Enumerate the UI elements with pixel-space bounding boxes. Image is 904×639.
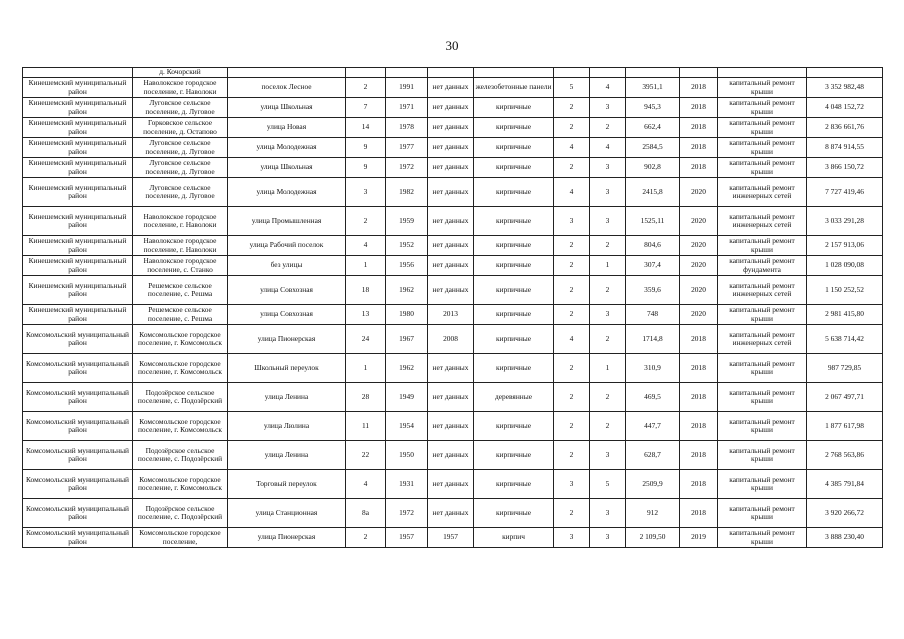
year-overhaul-cell: 2008 [428, 325, 474, 354]
entrances-cell: 3 [590, 528, 626, 548]
plan-year-cell: 2018 [680, 325, 718, 354]
plan-year-cell: 2020 [680, 256, 718, 276]
area-cell [626, 68, 680, 78]
cost-cell: 1 150 252,52 [807, 276, 883, 305]
wall-material-cell: кирпичные [474, 470, 554, 499]
year-overhaul-cell: нет данных [428, 499, 474, 528]
house-number-cell: 9 [346, 158, 386, 178]
table-row [23, 412, 883, 441]
entrances-cell: 2 [590, 412, 626, 441]
cost-cell: 4 048 152,72 [807, 98, 883, 118]
floors-cell: 2 [554, 276, 590, 305]
wall-material-cell: кирпич [474, 528, 554, 548]
cost-cell [807, 68, 883, 78]
work-type-cell: капитальный ремонт крыши [718, 499, 807, 528]
area-cell: 2415,8 [626, 178, 680, 207]
year-built-cell: 1980 [386, 305, 428, 325]
year-built-cell: 1957 [386, 528, 428, 548]
cost-cell: 3 866 150,72 [807, 158, 883, 178]
year-overhaul-cell [428, 68, 474, 78]
table-row [23, 354, 883, 383]
work-type-cell: капитальный ремонт крыши [718, 78, 807, 98]
area-cell: 447,7 [626, 412, 680, 441]
year-built-cell: 1931 [386, 470, 428, 499]
wall-material-cell: железобетонные панели [474, 78, 554, 98]
settlement-cell: Луговское сельское поселение, д. Луговое [133, 178, 228, 207]
street-cell: улица Ленина [228, 441, 346, 470]
year-overhaul-cell: нет данных [428, 256, 474, 276]
floors-cell: 2 [554, 499, 590, 528]
wall-material-cell: кирпичные [474, 138, 554, 158]
work-type-cell: капитальный ремонт крыши [718, 528, 807, 548]
work-type-cell: капитальный ремонт фундамента [718, 256, 807, 276]
floors-cell: 2 [554, 354, 590, 383]
table-row [23, 441, 883, 470]
wall-material-cell: кирпичные [474, 325, 554, 354]
house-number-cell: 2 [346, 78, 386, 98]
floors-cell [554, 68, 590, 78]
street-cell: улица Молодежная [228, 138, 346, 158]
entrances-cell: 2 [590, 118, 626, 138]
wall-material-cell: кирпичные [474, 354, 554, 383]
cost-cell: 3 920 266,72 [807, 499, 883, 528]
year-built-cell [386, 68, 428, 78]
area-cell: 2509,9 [626, 470, 680, 499]
district-cell: Комсомольский муниципальный район [23, 470, 133, 499]
house-number-cell: 14 [346, 118, 386, 138]
year-overhaul-cell: 1957 [428, 528, 474, 548]
plan-year-cell: 2018 [680, 158, 718, 178]
wall-material-cell: кирпичные [474, 236, 554, 256]
year-overhaul-cell: нет данных [428, 276, 474, 305]
area-cell: 945,3 [626, 98, 680, 118]
district-cell: Кинешемский муниципальный район [23, 305, 133, 325]
house-number-cell: 24 [346, 325, 386, 354]
plan-year-cell: 2020 [680, 236, 718, 256]
plan-year-cell: 2018 [680, 499, 718, 528]
house-number-cell: 9 [346, 138, 386, 158]
cost-cell: 2 067 497,71 [807, 383, 883, 412]
work-type-cell: капитальный ремонт крыши [718, 470, 807, 499]
year-overhaul-cell: нет данных [428, 178, 474, 207]
year-built-cell: 1972 [386, 499, 428, 528]
floors-cell: 2 [554, 236, 590, 256]
district-cell: Кинешемский муниципальный район [23, 158, 133, 178]
table-row [23, 138, 883, 158]
work-type-cell: капитальный ремонт инженерных сетей [718, 276, 807, 305]
settlement-cell: Луговское сельское поселение, д. Луговое [133, 138, 228, 158]
settlement-cell: Комсомольское городское поселение, г. Комсомольск [133, 412, 228, 441]
table-body [23, 68, 883, 548]
floors-cell: 4 [554, 138, 590, 158]
settlement-cell: д. Кочорский [133, 68, 228, 78]
work-type-cell: капитальный ремонт инженерных сетей [718, 207, 807, 236]
table-row [23, 325, 883, 354]
floors-cell: 4 [554, 178, 590, 207]
district-cell: Кинешемский муниципальный район [23, 118, 133, 138]
entrances-cell: 3 [590, 441, 626, 470]
settlement-cell: Подозёрское сельское поселение, с. Подозёрский [133, 499, 228, 528]
floors-cell: 4 [554, 325, 590, 354]
district-cell: Комсомольский муниципальный район [23, 441, 133, 470]
year-built-cell: 1962 [386, 354, 428, 383]
year-overhaul-cell: нет данных [428, 236, 474, 256]
floors-cell: 2 [554, 383, 590, 412]
work-type-cell: капитальный ремонт инженерных сетей [718, 178, 807, 207]
district-cell: Кинешемский муниципальный район [23, 78, 133, 98]
cost-cell: 7 727 419,46 [807, 178, 883, 207]
floors-cell: 2 [554, 412, 590, 441]
street-cell: улица Станционная [228, 499, 346, 528]
settlement-cell: Решемское сельское поселение, с. Решма [133, 305, 228, 325]
entrances-cell: 2 [590, 325, 626, 354]
entrances-cell: 1 [590, 354, 626, 383]
year-built-cell: 1978 [386, 118, 428, 138]
plan-year-cell: 2018 [680, 354, 718, 383]
settlement-cell: Подозёрское сельское поселение, с. Подозёрский [133, 441, 228, 470]
plan-year-cell: 2020 [680, 305, 718, 325]
district-cell: Кинешемский муниципальный район [23, 98, 133, 118]
street-cell: без улицы [228, 256, 346, 276]
street-cell: Торговый переулок [228, 470, 346, 499]
cost-cell: 4 385 791,84 [807, 470, 883, 499]
floors-cell: 2 [554, 305, 590, 325]
street-cell: улица Люлина [228, 412, 346, 441]
cost-cell: 5 638 714,42 [807, 325, 883, 354]
wall-material-cell: кирпичные [474, 441, 554, 470]
plan-year-cell: 2018 [680, 412, 718, 441]
floors-cell: 3 [554, 470, 590, 499]
cost-cell: 2 768 563,86 [807, 441, 883, 470]
house-number-cell: 28 [346, 383, 386, 412]
table-row [23, 78, 883, 98]
year-built-cell: 1982 [386, 178, 428, 207]
table-row [23, 256, 883, 276]
district-cell: Кинешемский муниципальный район [23, 138, 133, 158]
plan-year-cell: 2020 [680, 207, 718, 236]
work-type-cell: капитальный ремонт инженерных сетей [718, 325, 807, 354]
street-cell: улица Пионерская [228, 325, 346, 354]
year-built-cell: 1962 [386, 276, 428, 305]
table-row [23, 98, 883, 118]
plan-year-cell: 2020 [680, 178, 718, 207]
table-row [23, 383, 883, 412]
settlement-cell: Горковское сельское поселение, д. Остапово [133, 118, 228, 138]
entrances-cell: 4 [590, 78, 626, 98]
entrances-cell: 5 [590, 470, 626, 499]
settlement-cell: Луговское сельское поселение, д. Луговое [133, 158, 228, 178]
housing-registry-table [22, 67, 883, 548]
street-cell: улица Совхозная [228, 305, 346, 325]
year-overhaul-cell: нет данных [428, 383, 474, 412]
street-cell: Школьный переулок [228, 354, 346, 383]
year-overhaul-cell: нет данных [428, 412, 474, 441]
street-cell: улица Новая [228, 118, 346, 138]
settlement-cell: Комсомольское городское поселение, [133, 528, 228, 548]
house-number-cell: 22 [346, 441, 386, 470]
table-row [23, 68, 883, 78]
house-number-cell: 18 [346, 276, 386, 305]
entrances-cell: 2 [590, 383, 626, 412]
cost-cell: 2 157 913,06 [807, 236, 883, 256]
house-number-cell: 1 [346, 256, 386, 276]
wall-material-cell: кирпичные [474, 98, 554, 118]
cost-cell: 3 033 291,28 [807, 207, 883, 236]
entrances-cell: 3 [590, 305, 626, 325]
year-overhaul-cell: нет данных [428, 118, 474, 138]
house-number-cell: 2 [346, 528, 386, 548]
wall-material-cell: кирпичные [474, 412, 554, 441]
district-cell: Кинешемский муниципальный район [23, 256, 133, 276]
settlement-cell: Комсомольское городское поселение, г. Комсомольск [133, 325, 228, 354]
area-cell: 912 [626, 499, 680, 528]
area-cell: 307,4 [626, 256, 680, 276]
plan-year-cell: 2018 [680, 118, 718, 138]
wall-material-cell [474, 68, 554, 78]
work-type-cell: капитальный ремонт крыши [718, 98, 807, 118]
district-cell: Комсомольский муниципальный район [23, 383, 133, 412]
entrances-cell [590, 68, 626, 78]
settlement-cell: Наволокское городское поселение, г. Наволоки [133, 78, 228, 98]
wall-material-cell: кирпичные [474, 207, 554, 236]
year-overhaul-cell: нет данных [428, 138, 474, 158]
cost-cell: 1 028 090,08 [807, 256, 883, 276]
area-cell: 804,6 [626, 236, 680, 256]
entrances-cell: 2 [590, 276, 626, 305]
year-built-cell: 1956 [386, 256, 428, 276]
entrances-cell: 3 [590, 178, 626, 207]
area-cell: 662,4 [626, 118, 680, 138]
year-built-cell: 1959 [386, 207, 428, 236]
house-number-cell: 13 [346, 305, 386, 325]
area-cell: 310,9 [626, 354, 680, 383]
year-built-cell: 1949 [386, 383, 428, 412]
district-cell: Комсомольский муниципальный район [23, 412, 133, 441]
plan-year-cell: 2020 [680, 276, 718, 305]
area-cell: 3951,1 [626, 78, 680, 98]
year-overhaul-cell: нет данных [428, 78, 474, 98]
district-cell [23, 68, 133, 78]
floors-cell: 2 [554, 441, 590, 470]
year-overhaul-cell: 2013 [428, 305, 474, 325]
floors-cell: 2 [554, 158, 590, 178]
area-cell: 359,6 [626, 276, 680, 305]
district-cell: Кинешемский муниципальный район [23, 276, 133, 305]
year-built-cell: 1967 [386, 325, 428, 354]
cost-cell: 2 981 415,80 [807, 305, 883, 325]
wall-material-cell: деревянные [474, 383, 554, 412]
wall-material-cell: кирпичные [474, 118, 554, 138]
street-cell: улица Молодежная [228, 178, 346, 207]
street-cell: улица Совхозная [228, 276, 346, 305]
settlement-cell: Решемское сельское поселение, с. Решма [133, 276, 228, 305]
plan-year-cell: 2018 [680, 78, 718, 98]
work-type-cell: капитальный ремонт крыши [718, 441, 807, 470]
year-built-cell: 1977 [386, 138, 428, 158]
plan-year-cell [680, 68, 718, 78]
house-number-cell: 4 [346, 236, 386, 256]
cost-cell: 1 877 617,98 [807, 412, 883, 441]
table-row [23, 236, 883, 256]
house-number-cell: 8а [346, 499, 386, 528]
work-type-cell: капитальный ремонт крыши [718, 118, 807, 138]
year-overhaul-cell: нет данных [428, 98, 474, 118]
year-overhaul-cell: нет данных [428, 470, 474, 499]
plan-year-cell: 2018 [680, 138, 718, 158]
entrances-cell: 2 [590, 236, 626, 256]
work-type-cell: капитальный ремонт крыши [718, 138, 807, 158]
cost-cell: 8 874 914,55 [807, 138, 883, 158]
year-built-cell: 1991 [386, 78, 428, 98]
cost-cell: 3 888 230,40 [807, 528, 883, 548]
work-type-cell [718, 68, 807, 78]
house-number-cell: 4 [346, 470, 386, 499]
street-cell: поселок Лесное [228, 78, 346, 98]
floors-cell: 5 [554, 78, 590, 98]
entrances-cell: 1 [590, 256, 626, 276]
area-cell: 2 109,50 [626, 528, 680, 548]
plan-year-cell: 2018 [680, 441, 718, 470]
district-cell: Кинешемский муниципальный район [23, 236, 133, 256]
year-overhaul-cell: нет данных [428, 354, 474, 383]
wall-material-cell: кирпичные [474, 499, 554, 528]
floors-cell: 2 [554, 256, 590, 276]
street-cell: улица Рабочий поселок [228, 236, 346, 256]
house-number-cell: 7 [346, 98, 386, 118]
area-cell: 1525,11 [626, 207, 680, 236]
settlement-cell: Наволокское городское поселение, с. Станко [133, 256, 228, 276]
table-row [23, 158, 883, 178]
table-row [23, 499, 883, 528]
entrances-cell: 3 [590, 207, 626, 236]
district-cell: Комсомольский муниципальный район [23, 325, 133, 354]
area-cell: 1714,8 [626, 325, 680, 354]
work-type-cell: капитальный ремонт крыши [718, 383, 807, 412]
floors-cell: 3 [554, 207, 590, 236]
cost-cell: 3 352 982,48 [807, 78, 883, 98]
floors-cell: 2 [554, 98, 590, 118]
district-cell: Кинешемский муниципальный район [23, 178, 133, 207]
district-cell: Комсомольский муниципальный район [23, 499, 133, 528]
year-built-cell: 1972 [386, 158, 428, 178]
area-cell: 2584,5 [626, 138, 680, 158]
settlement-cell: Подозёрское сельское поселение, с. Подозёрский [133, 383, 228, 412]
district-cell: Комсомольский муниципальный район [23, 528, 133, 548]
area-cell: 469,5 [626, 383, 680, 412]
wall-material-cell: кирпичные [474, 158, 554, 178]
settlement-cell: Комсомольское городское поселение, г. Комсомольск [133, 354, 228, 383]
plan-year-cell: 2018 [680, 98, 718, 118]
wall-material-cell: кирпичные [474, 178, 554, 207]
work-type-cell: капитальный ремонт крыши [718, 236, 807, 256]
entrances-cell: 3 [590, 499, 626, 528]
table-row [23, 305, 883, 325]
area-cell: 628,7 [626, 441, 680, 470]
settlement-cell: Наволокское городское поселение, г. Наволоки [133, 207, 228, 236]
plan-year-cell: 2018 [680, 383, 718, 412]
area-cell: 902,8 [626, 158, 680, 178]
year-overhaul-cell: нет данных [428, 158, 474, 178]
page-number: 30 [445, 38, 459, 53]
work-type-cell: капитальный ремонт крыши [718, 158, 807, 178]
year-overhaul-cell: нет данных [428, 441, 474, 470]
house-number-cell [346, 68, 386, 78]
house-number-cell: 3 [346, 178, 386, 207]
house-number-cell: 2 [346, 207, 386, 236]
district-cell: Кинешемский муниципальный район [23, 207, 133, 236]
work-type-cell: капитальный ремонт крыши [718, 305, 807, 325]
table-row [23, 207, 883, 236]
street-cell: улица Школьная [228, 158, 346, 178]
entrances-cell: 3 [590, 158, 626, 178]
table-row [23, 470, 883, 499]
wall-material-cell: кирпичные [474, 276, 554, 305]
wall-material-cell: кирпичные [474, 256, 554, 276]
work-type-cell: капитальный ремонт крыши [718, 354, 807, 383]
cost-cell: 2 836 661,76 [807, 118, 883, 138]
year-built-cell: 1952 [386, 236, 428, 256]
house-number-cell: 11 [346, 412, 386, 441]
wall-material-cell: кирпичные [474, 305, 554, 325]
district-cell: Комсомольский муниципальный район [23, 354, 133, 383]
year-overhaul-cell: нет данных [428, 207, 474, 236]
street-cell: улица Ленина [228, 383, 346, 412]
table-row [23, 276, 883, 305]
year-built-cell: 1971 [386, 98, 428, 118]
entrances-cell: 4 [590, 138, 626, 158]
street-cell: улица Школьная [228, 98, 346, 118]
plan-year-cell: 2018 [680, 470, 718, 499]
area-cell: 748 [626, 305, 680, 325]
table-row [23, 118, 883, 138]
table-row [23, 178, 883, 207]
settlement-cell: Луговское сельское поселение, д. Луговое [133, 98, 228, 118]
floors-cell: 3 [554, 528, 590, 548]
cost-cell: 987 729,85 [807, 354, 883, 383]
house-number-cell: 1 [346, 354, 386, 383]
work-type-cell: капитальный ремонт крыши [718, 412, 807, 441]
plan-year-cell: 2019 [680, 528, 718, 548]
year-built-cell: 1950 [386, 441, 428, 470]
street-cell [228, 68, 346, 78]
street-cell: улица Промышленная [228, 207, 346, 236]
street-cell: улица Пионерская [228, 528, 346, 548]
entrances-cell: 3 [590, 98, 626, 118]
year-built-cell: 1954 [386, 412, 428, 441]
settlement-cell: Комсомольское городское поселение, г. Комсомольск [133, 470, 228, 499]
table-row [23, 528, 883, 548]
floors-cell: 2 [554, 118, 590, 138]
settlement-cell: Наволокское городское поселение, г. Наволоки [133, 236, 228, 256]
